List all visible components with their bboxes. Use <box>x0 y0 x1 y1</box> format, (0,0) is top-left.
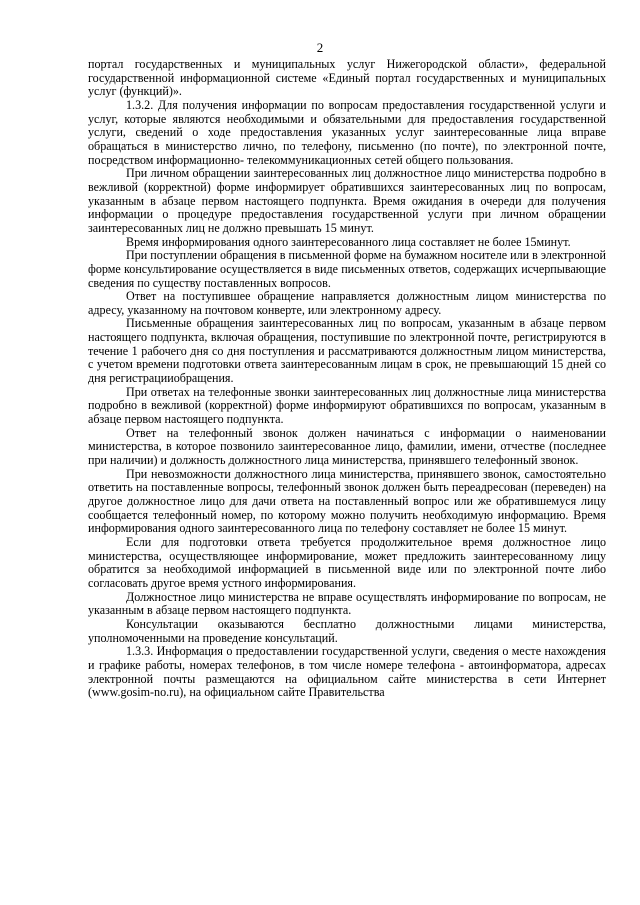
paragraph-continuation: портал государственных и муниципальных услуг Нижегородской области», федеральной государственной информационной системе «Единый портал государственных и муниципальных услуг (функций)». <box>88 57 606 99</box>
paragraph: При поступлении обращения в письменной форме на бумажном носителе или в электронной форме консультирование осуществляется в виде письменных ответов, содержащих исчерпывающие сведения по существу поставленных вопросов. <box>88 248 606 290</box>
paragraph: Должностное лицо министерства не вправе осуществлять информирование по вопросам, не указанным в абзаце первом настоящего подпункта. <box>88 589 606 618</box>
paragraph: При ответах на телефонные звонки заинтересованных лиц должностные лица министерства подробно в вежливой (корректной) форме информируют обратившихся по вопросам, указанным в абзаце первом настоящего подпункта. <box>88 384 606 427</box>
paragraph: 1.3.2. Для получения информации по вопросам предоставления государственной услуги и услуг, которые являются необходимыми и обязательными для предоставления государственной услуги, сведений о ходе предоставления указанных услуг заинтересованные лица вправе обращаться в министерство лично, по телефону, письменно (по почте), по электронной почте, посредством информационно- телекоммуникационных сетей общего пользования. <box>88 97 606 167</box>
paragraph: Если для подготовки ответа требуется продолжительное время должностное лицо министерства, осуществляющее информирование, может предложить заинтересованному лицу обратится за необходимой информацией в письменной виде или по электронной почте либо согласовать другое время устного информирования. <box>88 534 606 590</box>
paragraph: Ответ на телефонный звонок должен начинаться с информации о наименовании министерства, в которое позвонило заинтересованное лицо, фамилии, имени, отчестве (последнее при наличии) и должность должностного лица министерства, принявшего телефонный звонок. <box>88 425 606 468</box>
paragraph: Время информирования одного заинтересованного лица составляет не более 15минут. <box>126 234 571 249</box>
paragraph: Консультации оказываются бесплатно должностными лицами министерства, уполномоченными на проведение консультаций. <box>88 616 606 645</box>
document-body <box>88 58 606 700</box>
page-number: 2 <box>316 40 324 55</box>
paragraph: 1.3.3. Информация о предоставлении государственной услуги, сведения о месте нахождения и графике работы, номерах телефонов, в том числе номере телефона - автоинформатора, адресах электронной почты размещаются на официальном сайте министерства в сети Интернет (www.gosim-no.ru), на официальном сайте Правительства <box>88 644 606 700</box>
paragraph: При личном обращении заинтересованных лиц должностное лицо министерства подробно в вежливой (корректной) форме информирует обратившихся заинтересованных лиц по вопросам, указанным в абзаце первом настоящего подпункта. Время ожидания в очереди для получения информации о процедуре предоставления государственной услуги при личном обращении заинтересованных лиц не должно превышать 15 минут. <box>88 166 606 235</box>
paragraph: Ответ на поступившее обращение направляется должностным лицом министерства по адресу, указанному на почтовом конверте, или электронному адресу. <box>88 289 606 317</box>
paragraph: При невозможности должностного лица министерства, принявшего звонок, самостоятельно ответить на поставленные вопросы, телефонный звонок должен быть переадресован (переведен) на другое должностное лицо для дачи ответа на поставленный вопрос или же обратившемуся лицу сообщается телефонный номер, по которому можно получить необходимую информацию. Время информирования одного заинтересованного лица по телефону составляет не более 15 минут. <box>88 466 606 536</box>
paragraph: Письменные обращения заинтересованных лиц по вопросам, указанным в абзаце первом настоящего подпункта, включая обращения, поступившие по электронной почте, регистрируются в течение 1 рабочего дня со дня поступления и рассматриваются должностным лицом министерства, с учетом времени подготовки ответа заинтересованным лицам в срок, не превышающий 15 дней со дня регистрацииобращения. <box>88 316 606 386</box>
